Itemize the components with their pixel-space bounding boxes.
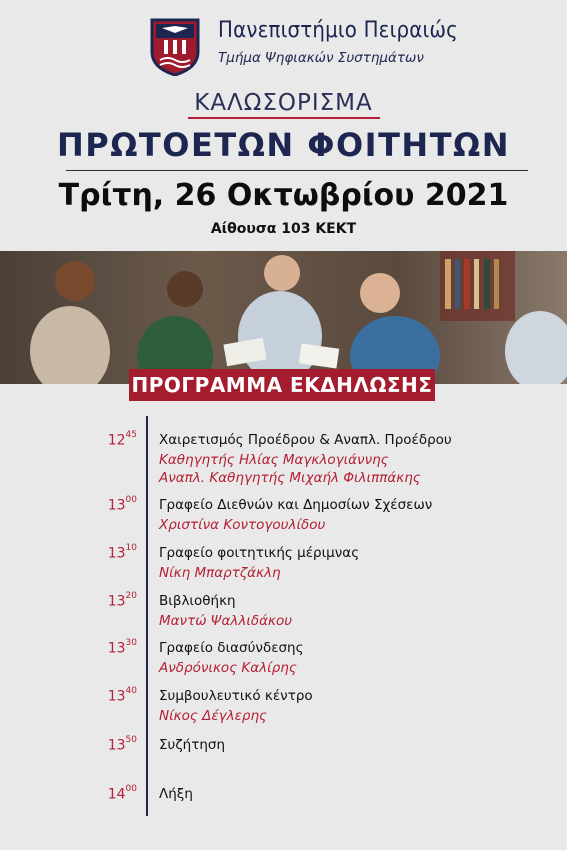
item-time: $13^{10}$ [107,543,137,562]
item-person: Καθηγητής Ηλίας Μαγκλογιάννης [159,452,389,468]
university-crest-icon [150,18,200,76]
item-title: Χαιρετισμός Προέδρου & Αναπλ. Προέδρου [159,432,452,448]
item-title: Γραφείο Διεθνών και Δημοσίων Σχέσεων [159,497,433,513]
item-title: Λήξη [159,786,193,802]
item-title: Συζήτηση [159,737,226,753]
event-venue: Αίθουσα 103 ΚΕΚΤ [210,221,357,237]
heading-divider [66,170,528,171]
students-photo [0,251,567,384]
freshmen-heading: ΠΡΩΤΟΕΤΩΝ ΦΟΙΤΗΤΩΝ [56,126,510,164]
item-time: $14^{00}$ [107,784,137,803]
item-person: Νίκος Δέγλερης [159,708,267,724]
item-time: $13^{00}$ [107,495,137,514]
students-photo-image [0,251,567,384]
welcome-heading: ΚΑΛΩΣΟΡΙΣΜΑ [194,90,373,116]
schedule-timeline-line [146,416,148,816]
welcome-underline [188,117,380,119]
program-banner: ΠΡΟΓΡΑΜΜΑ ΕΚΔΗΛΩΣΗΣ [129,369,435,401]
item-time: $12^{45}$ [107,430,137,449]
item-title: Βιβλιοθήκη [159,593,236,609]
item-person: Χριστίνα Κοντογουλίδου [159,517,326,533]
item-title: Γραφείο φοιτητικής μέριμνας [159,545,360,561]
item-time: $13^{30}$ [107,638,137,657]
item-time: $13^{40}$ [107,686,137,705]
item-person: Αναπλ. Καθηγητής Μιχαήλ Φιλιππάκης [159,470,421,486]
item-title: Γραφείο διασύνδεσης [159,640,304,656]
item-person: Νίκη Μπαρτζάκλη [159,565,281,581]
item-person: Ανδρόνικος Καλίρης [159,660,297,676]
event-date: Τρίτη, 26 Οκτωβρίου 2021 [58,178,509,213]
department-name: Τμήμα Ψηφιακών Συστημάτων [218,50,424,66]
item-person: Μαντώ Ψαλλιδάκου [159,613,293,629]
item-time: $13^{20}$ [107,591,137,610]
item-title: Συμβουλευτικό κέντρο [159,688,313,704]
item-time: $13^{50}$ [107,735,137,754]
header [0,0,567,80]
university-name: Πανεπιστήμιο Πειραιώς [218,18,458,43]
